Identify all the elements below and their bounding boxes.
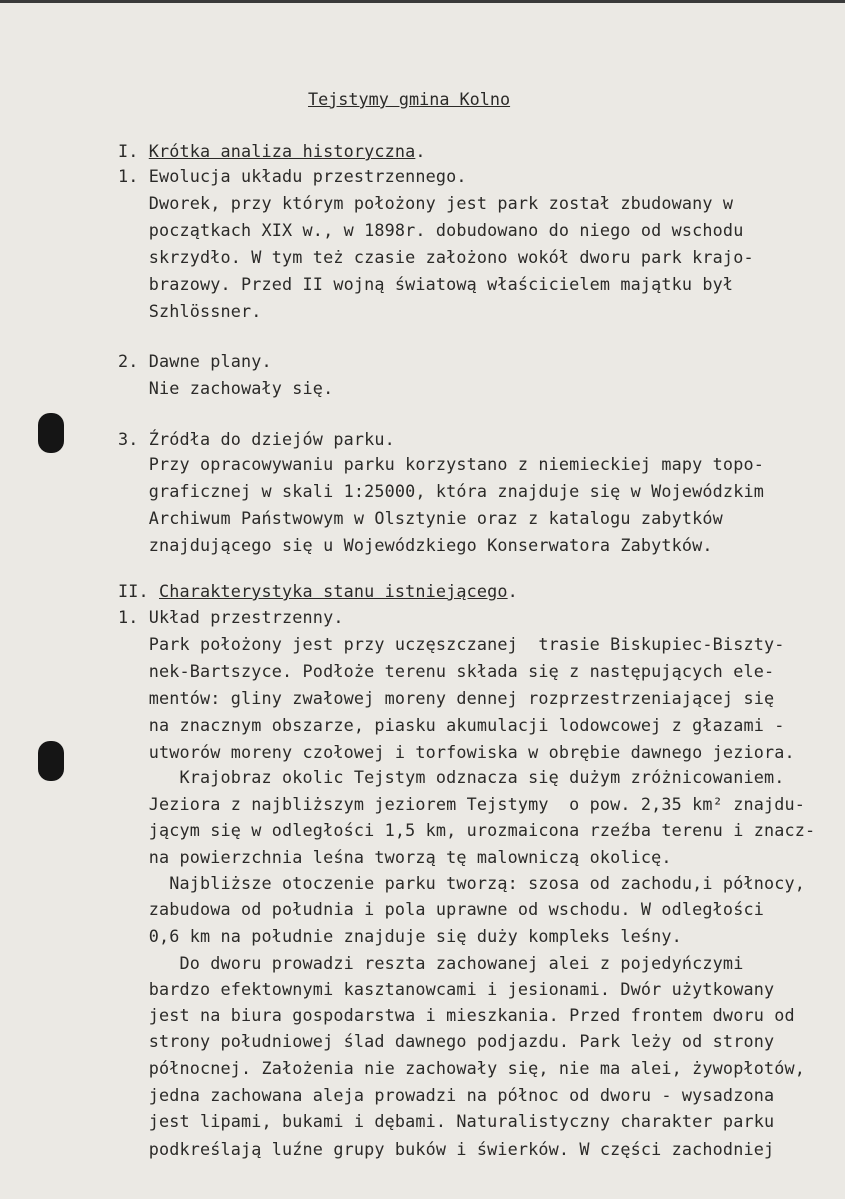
text-line: strony południowej ślad dawnego podjazdu. Park leży od strony: [118, 1031, 775, 1051]
text-line: Najbliższe otoczenie parku tworzą: szosa od zachodu,i północy,: [118, 873, 805, 893]
text-line: 0,6 km na południe znajduje się duży kompleks leśny.: [118, 926, 682, 946]
text-line: jest lipami, bukami i dębami. Naturalistyczny charakter parku: [118, 1111, 775, 1131]
text-line: nek-Bartszyce. Podłoże terenu składa się z następujących ele-: [118, 661, 775, 681]
text-line: początkach XIX w., w 1898r. dobudowano do niego od wschodu: [118, 220, 744, 240]
text-line: Archiwum Państwowym w Olsztynie oraz z katalogu zabytków: [118, 508, 723, 528]
text-line: północnej. Założenia nie zachowały się, nie ma alei, żywopłotów,: [118, 1058, 805, 1078]
text-line: na znacznym obszarze, piasku akumulacji lodowcowej z głazami -: [118, 715, 785, 735]
text-line: Jeziora z najbliższym jeziorem Tejstymy o pow. 2,35 km² znajdu-: [118, 794, 805, 814]
text-line: Szhlössner.: [118, 301, 262, 321]
text-line: 1. Ewolucja układu przestrzennego.: [118, 166, 467, 186]
text-line: jącym się w odległości 1,5 km, urozmaicona rzeźba terenu i znacz-: [118, 820, 816, 840]
text-line: Park położony jest przy uczęszczanej trasie Biskupiec-Biszty-: [118, 634, 785, 654]
text-line: 1. Układ przestrzenny.: [118, 607, 344, 627]
text-line: na powierzchnia leśna tworzą tę malowniczą okolicę.: [118, 847, 672, 867]
section-heading: Krótka analiza historyczna: [148, 141, 416, 161]
text-line: II. Charakterystyka stanu istniejącego.: [118, 581, 518, 601]
text-line: 2. Dawne plany.: [118, 351, 272, 371]
text-line: Krajobraz okolic Tejstym odznacza się dużym zróżnicowaniem.: [118, 767, 785, 787]
section-heading: Charakterystyka stanu istniejącego: [159, 581, 508, 601]
text-line: znajdującego się u Wojewódzkiego Konserwatora Zabytków.: [118, 535, 713, 555]
text-line: jest na biura gospodarstwa i mieszkania. Przed frontem dworu od: [118, 1005, 795, 1025]
text-line: mentów: gliny zwałowej moreny dennej rozprzestrzeniającej się: [118, 688, 775, 708]
text-line: jedna zachowana aleja prowadzi na północ od dworu - wysadzona: [118, 1085, 775, 1105]
text-line: zabudowa od południa i pola uprawne od wschodu. W odległości: [118, 899, 764, 919]
punch-hole-bottom: [38, 741, 64, 781]
text-line: utworów moreny czołowej i torfowiska w obrębie dawnego jeziora.: [118, 742, 795, 762]
document-title: Tejstymy gmina Kolno: [308, 89, 511, 109]
text-line: graficznej w skali 1:25000, która znajduje się w Wojewódzkim: [118, 481, 764, 501]
text-line: Do dworu prowadzi reszta zachowanej alei z pojedyńczymi: [118, 953, 744, 973]
text-line: Dworek, przy którym położony jest park został zbudowany w: [118, 193, 734, 213]
text-line: brazowy. Przed II wojną światową właścicielem majątku był: [118, 274, 734, 294]
text-line: I. Krótka analiza historyczna.: [118, 141, 426, 161]
text-line: skrzydło. W tym też czasie założono wokół dworu park krajo-: [118, 247, 754, 267]
text-line: Nie zachowały się.: [118, 378, 334, 398]
text-line: 3. Źródła do dziejów parku.: [118, 429, 395, 449]
punch-hole-top: [38, 413, 64, 453]
text-line: Przy opracowywaniu parku korzystano z niemieckiej mapy topo-: [118, 454, 764, 474]
text-line: podkreślają luźne grupy buków i świerków. W części zachodniej: [118, 1139, 775, 1159]
text-line: bardzo efektownymi kasztanowcami i jesionami. Dwór użytkowany: [118, 979, 775, 999]
